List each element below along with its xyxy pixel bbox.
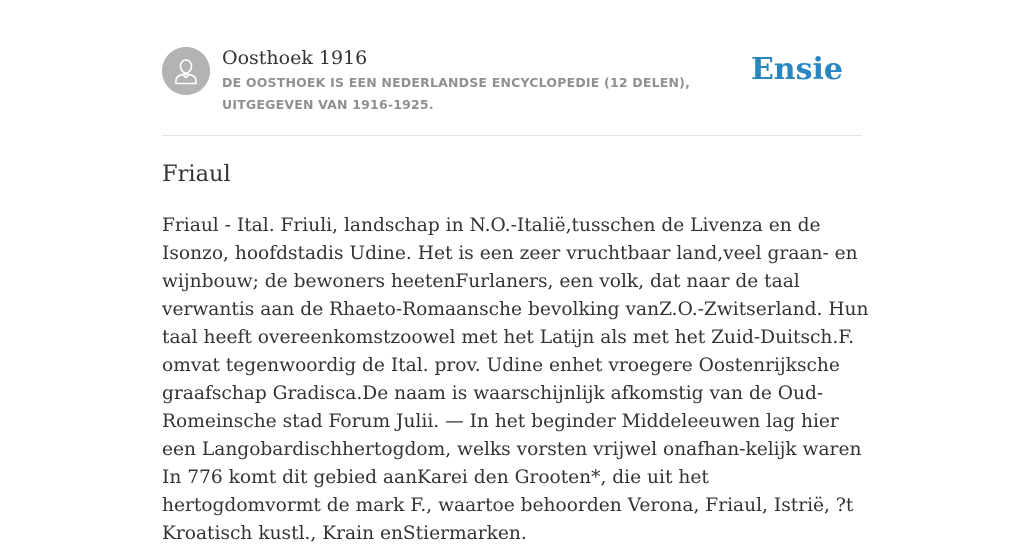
source-info [222, 45, 762, 116]
source-description: DE OOSTHOEK IS EEN NEDERLANDSE ENCYCLOPEDIE (12 DELEN), UITGEGEVEN VAN 1916-1925. [222, 75, 691, 112]
ensie-logo[interactable]: Ensie [750, 52, 843, 87]
source-header [162, 0, 862, 136]
user-silhouette-icon[interactable] [162, 47, 210, 95]
article-title: Friaul [162, 161, 231, 187]
source-title[interactable]: Oosthoek 1916 [222, 47, 368, 69]
page [162, 0, 869, 544]
article-body: Friaul - Ital. Friuli, landschap in N.O.-Italië,tusschen de Livenza en de Isonzo, hoofdstadis Udine. Het is een zeer vruchtbaar land,veel graan- en wijnbouw; de bewoners heetenFurlaners, een volk, dat naar de taal verwantis aan de Rhaeto-Romaansche bevolking vanZ.O.-Zwitserland. Hun taal heeft overeenkomstzoowel met het Latijn als met het Zuid-Duitsch.F. omvat tegenwoordig de Ital. prov. Udine enhet vroegere Oostenrijksche graafschap Gradisca.De naam is waarschijnlijk afkomstig van de Oud-Romeinsche stad Forum Julii. — In het beginder Middeleeuwen lag hier een Langobardischhertogdom, welks vorsten vrijwel onafhan-kelijk waren In 776 komt dit gebied aanKarei den Grooten*, die uit het hertogdomvormt de mark F., waartoe behoorden Verona, Friaul, Istrië, ?t Kroatisch kustl., Krain enStiermarken. [162, 215, 869, 544]
